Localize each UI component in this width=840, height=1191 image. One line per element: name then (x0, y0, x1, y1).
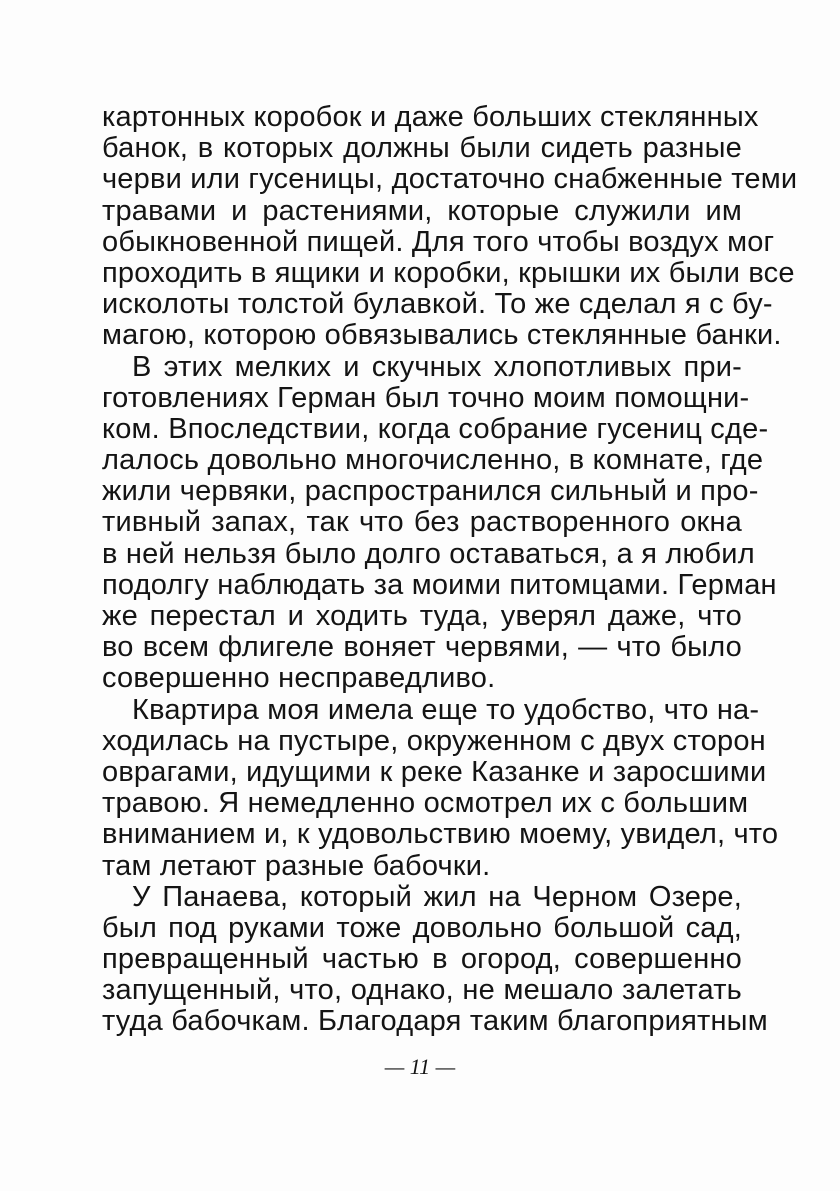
text-line: был под руками тоже довольно большой сад, (102, 911, 742, 944)
text-line: лалось довольно многочисленно, в комнате, где (102, 444, 764, 477)
body-text (102, 101, 798, 1038)
text-line: травами и растениями, которые служили им (102, 194, 742, 227)
text-line: проходить в ящики и коробки, крышки их были все (102, 256, 795, 289)
text-line: совершенно несправедливо. (102, 662, 496, 695)
text-line: тивный запах, так что без растворенного окна (102, 506, 742, 539)
text-line: туда бабочкам. Благодаря таким благоприятным (102, 1005, 768, 1038)
text-line: жили червяки, распространился сильный и про- (102, 475, 759, 508)
text-line: травою. Я немедленно осмотрел их с большим (102, 787, 749, 820)
text-line: ходилась на пустыре, окруженном с двух сторон (102, 724, 766, 757)
text-line: оврагами, идущими к реке Казанке и заросшими (102, 755, 767, 788)
text-line: черви или гусеницы, достаточно снабженные теми (102, 163, 798, 196)
text-line: исколоты толстой булавкой. То же сделал я с бу- (102, 288, 773, 321)
text-line: картонных коробок и даже больших стеклянных (102, 101, 759, 133)
text-line: в ней нельзя было долго оставаться, а я любил (102, 537, 755, 570)
text-line: У Панаева, который жил на Черном Озере, (132, 880, 742, 913)
text-line: банок, в которых должны были сидеть разные (102, 132, 742, 165)
text-line: подолгу наблюдать за моими питомцами. Герман (102, 568, 777, 601)
text-line: ком. Впоследствии, когда собрание гусениц сде- (102, 412, 769, 445)
text-line: во всем флигеле воняет червями, — что было (102, 631, 742, 664)
text-line: вниманием и, к удовольствию моему, увидел, что (102, 818, 779, 851)
text-line: превращенный частью в огород, совершенно (102, 943, 742, 976)
text-line: обыкновенной пищей. Для того чтобы воздух мог (102, 225, 775, 258)
text-line: магою, которою обвязывались стеклянные банки. (102, 319, 782, 352)
text-line: же перестал и ходить туда, уверял даже, что (102, 600, 742, 632)
page-number: — 11 — (384, 1054, 456, 1079)
text-line: там летают разные бабочки. (102, 849, 491, 882)
text-line: Квартира моя имела еще то удобство, что на- (132, 693, 760, 726)
text-line: В этих мелких и скучных хлопотливых при- (132, 350, 742, 383)
text-line: готовлениях Герман был точно моим помощни- (102, 381, 750, 414)
text-line: запущенный, что, однако, не мешало залетать (102, 974, 742, 1007)
